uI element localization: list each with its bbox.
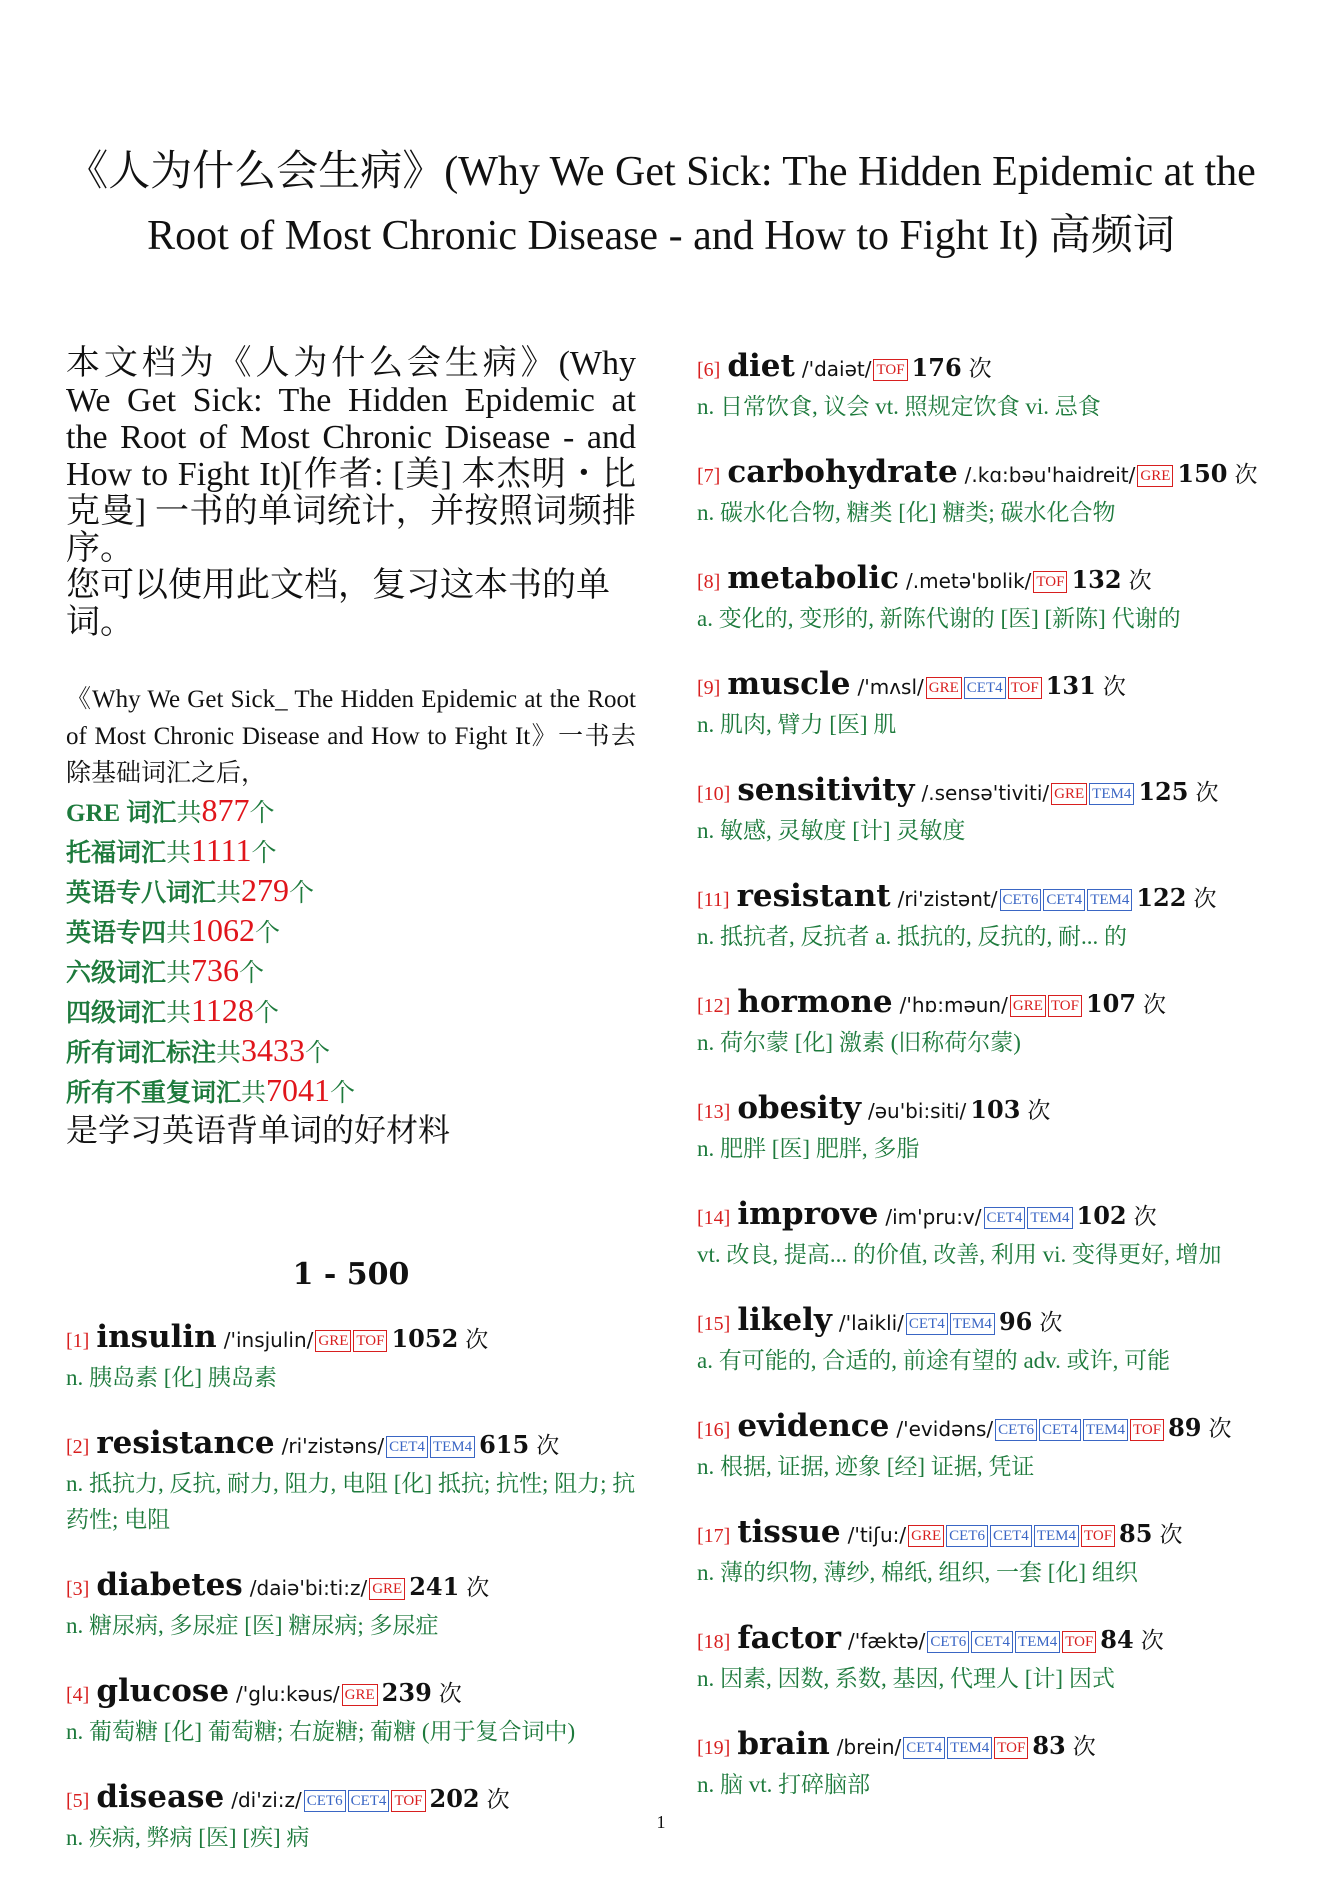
stat-line: [66, 832, 636, 872]
exam-tag-cet6: CET6: [304, 1790, 346, 1812]
exam-tag-gre: GRE: [1010, 995, 1046, 1017]
frequency-unit: 次: [1195, 780, 1219, 805]
entry-head: [697, 1301, 1277, 1343]
exam-tag-tem4: TEM4: [1083, 1419, 1128, 1441]
entry-head: [66, 1566, 636, 1608]
entry-index: [19]: [697, 1737, 731, 1759]
stat-count: 1128: [191, 992, 254, 1028]
entry-index: [14]: [697, 1207, 731, 1229]
stat-unit: 个: [239, 960, 265, 987]
word-list-right: [697, 347, 1277, 1803]
stats-closing: 是学习英语背单词的好材料: [66, 1112, 451, 1148]
stat-count: 877: [201, 792, 250, 828]
exam-tag-cet4: CET4: [348, 1790, 390, 1812]
entry-frequency: 1052: [391, 1324, 459, 1353]
exam-tag-gre: GRE: [1137, 465, 1173, 487]
vocab-entry: [697, 771, 1277, 849]
entry-definition: n. 根据, 证据, 迹象 [经] 证据, 凭证: [697, 1454, 1035, 1479]
exam-tag-tof: TOF: [873, 359, 907, 381]
stat-unit: 个: [330, 1080, 356, 1107]
entry-head: [697, 983, 1277, 1025]
vocab-entry: [697, 559, 1277, 637]
entry-word: resistant: [736, 878, 891, 914]
entry-definition: n. 碳水化合物, 糖类 [化] 糖类; 碳水化合物: [697, 500, 1116, 525]
entry-word: disease: [96, 1779, 225, 1815]
entry-definition: n. 疾病, 弊病 [医] [疾] 病: [66, 1825, 310, 1850]
exam-tag-tem4: TEM4: [1087, 889, 1132, 911]
entry-index: [12]: [697, 995, 731, 1017]
stat-unit: 个: [251, 840, 277, 867]
vocab-entry: [697, 347, 1277, 425]
entry-word: factor: [737, 1620, 841, 1656]
vocab-entry: [697, 453, 1277, 531]
vocab-entry: [697, 1195, 1277, 1273]
exam-tag-tem4: TEM4: [430, 1436, 475, 1458]
frequency-unit: 次: [1072, 1734, 1096, 1759]
right-column: [697, 347, 1277, 1831]
exam-tag-tof: TOF: [391, 1790, 425, 1812]
exam-tag-cet6: CET6: [927, 1631, 969, 1653]
entry-head: [697, 665, 1277, 707]
entry-frequency: 122: [1136, 883, 1187, 912]
frequency-unit: 次: [1208, 1416, 1232, 1441]
entry-frequency: 131: [1045, 671, 1096, 700]
entry-word: evidence: [737, 1408, 890, 1444]
exam-tag-cet6: CET6: [995, 1419, 1037, 1441]
exam-tag-cet4: CET4: [990, 1525, 1032, 1547]
exam-tag-tem4: TEM4: [1089, 783, 1134, 805]
vocab-entry: [66, 1424, 636, 1538]
stat-label: 所有不重复词汇: [66, 1080, 242, 1107]
stat-mid: 共: [166, 1000, 192, 1027]
frequency-unit: 次: [1102, 674, 1126, 699]
entry-definition: n. 抵抗者, 反抗者 a. 抵抗的, 反抗的, 耐... 的: [697, 924, 1127, 949]
frequency-unit: 次: [438, 1681, 462, 1706]
stat-mid: 共: [241, 1080, 267, 1107]
entry-index: [11]: [697, 889, 730, 911]
frequency-unit: 次: [1140, 1628, 1164, 1653]
entry-word: obesity: [737, 1090, 861, 1126]
entry-index: [6]: [697, 359, 721, 381]
left-column: [66, 345, 636, 1884]
entry-index: [4]: [66, 1684, 90, 1706]
frequency-unit: 次: [536, 1433, 560, 1458]
entry-word: muscle: [727, 666, 851, 702]
exam-tag-gre: GRE: [369, 1578, 405, 1600]
entry-phonetic: /'tiʃu:/: [847, 1523, 907, 1547]
stat-label: GRE 词汇: [66, 800, 177, 827]
entry-frequency: 132: [1071, 565, 1122, 594]
entry-phonetic: /'daiət/: [801, 357, 872, 381]
exam-tag-gre: GRE: [908, 1525, 944, 1547]
vocab-entry: [697, 1619, 1277, 1697]
entry-index: [1]: [66, 1330, 90, 1352]
entry-word: insulin: [96, 1319, 217, 1355]
exam-tag-tem4: TEM4: [1034, 1525, 1079, 1547]
entry-word: brain: [737, 1726, 830, 1762]
vocab-entry: [697, 1407, 1277, 1485]
intro-paragraph: 本文档为《人为什么会生病》(Why We Get Sick: The Hidden Epidemic at the Root of Most Chronic Disease - and How to Fight It)[作者: [美] 本杰明・比克曼] 一书的单词统计，并按照词频排序。: [66, 345, 636, 567]
entry-frequency: 615: [479, 1430, 530, 1459]
stat-label: 所有词汇标注: [66, 1040, 217, 1067]
entry-definition: n. 脑 vt. 打碎脑部: [697, 1772, 871, 1797]
entry-definition: n. 胰岛素 [化] 胰岛素: [66, 1365, 277, 1390]
exam-tag-cet4: CET4: [1043, 889, 1085, 911]
range-heading: 1 - 500: [292, 1257, 410, 1292]
entry-head: [697, 453, 1277, 495]
frequency-unit: 次: [968, 356, 992, 381]
entry-definition: n. 荷尔蒙 [化] 激素 (旧称荷尔蒙): [697, 1030, 1021, 1055]
stats-list: [66, 792, 636, 1112]
frequency-unit: 次: [1128, 568, 1152, 593]
entry-word: glucose: [96, 1673, 230, 1709]
page-title: 《人为什么会生病》(Why We Get Sick: The Hidden Epidemic at the Root of Most Chronic Disease - and How to Fight It) 高频词: [66, 149, 1256, 259]
entry-index: [8]: [697, 571, 721, 593]
stat-unit: 个: [289, 880, 315, 907]
stat-label: 六级词汇: [66, 960, 167, 987]
entry-phonetic: /əu'bi:siti/: [867, 1099, 967, 1123]
frequency-unit: 次: [466, 1575, 490, 1600]
entry-phonetic: /.sensə'tiviti/: [921, 781, 1050, 805]
entry-frequency: 103: [970, 1095, 1021, 1124]
exam-tag-tof: TOF: [1008, 677, 1042, 699]
exam-tag-tem4: TEM4: [1015, 1631, 1060, 1653]
exam-tag-cet6: CET6: [1000, 889, 1042, 911]
entry-definition: vt. 改良, 提高... 的价值, 改善, 利用 vi. 变得更好, 增加: [697, 1242, 1222, 1267]
stat-line: [66, 872, 636, 912]
entry-frequency: 89: [1168, 1413, 1202, 1442]
exam-tag-cet4: CET4: [971, 1631, 1013, 1653]
entry-frequency: 125: [1138, 777, 1189, 806]
entry-index: [7]: [697, 465, 721, 487]
entry-definition: n. 薄的织物, 薄纱, 棉纸, 组织, 一套 [化] 组织: [697, 1560, 1138, 1585]
entry-phonetic: /im'pru:v/: [885, 1205, 982, 1229]
entry-frequency: 102: [1076, 1201, 1127, 1230]
exam-tag-tem4: TEM4: [1027, 1207, 1072, 1229]
frequency-unit: 次: [1133, 1204, 1157, 1229]
entry-word: likely: [737, 1302, 832, 1338]
entry-head: [697, 1725, 1277, 1767]
frequency-unit: 次: [1027, 1098, 1051, 1123]
exam-tag-cet4: CET4: [386, 1436, 428, 1458]
entry-word: carbohydrate: [727, 454, 958, 490]
stat-mid: 共: [166, 920, 192, 947]
stat-label: 英语专八词汇: [66, 880, 217, 907]
entry-definition: n. 糖尿病, 多尿症 [医] 糖尿病; 多尿症: [66, 1613, 439, 1638]
vocab-entry: [66, 1318, 636, 1396]
stat-mid: 共: [166, 840, 192, 867]
entry-frequency: 239: [381, 1678, 432, 1707]
frequency-unit: 次: [1234, 462, 1258, 487]
entry-word: hormone: [737, 984, 893, 1020]
entry-phonetic: /'fæktə/: [847, 1629, 926, 1653]
stat-count: 7041: [266, 1072, 331, 1108]
stat-label: 托福词汇: [66, 840, 167, 867]
entry-frequency: 150: [1177, 459, 1228, 488]
vocab-entry: [697, 665, 1277, 743]
entry-word: tissue: [737, 1514, 841, 1550]
entry-frequency: 85: [1119, 1519, 1153, 1548]
frequency-unit: 次: [465, 1327, 489, 1352]
vocab-entry: [66, 1566, 636, 1644]
entry-definition: n. 日常饮食, 议会 vt. 照规定饮食 vi. 忌食: [697, 394, 1101, 419]
entry-index: [16]: [697, 1419, 731, 1441]
stat-unit: 个: [249, 800, 275, 827]
entry-frequency: 176: [911, 353, 962, 382]
exam-tag-gre: GRE: [315, 1330, 351, 1352]
entry-phonetic: /'laikli/: [838, 1311, 904, 1335]
entry-head: [697, 1089, 1277, 1131]
stat-mid: 共: [216, 880, 242, 907]
stat-count: 3433: [241, 1032, 306, 1068]
entry-frequency: 107: [1085, 989, 1137, 1018]
entry-head: [697, 1619, 1277, 1661]
stat-unit: 个: [255, 920, 281, 947]
entry-head: [697, 559, 1277, 601]
entry-definition: n. 肌肉, 臂力 [医] 肌: [697, 712, 897, 737]
entry-index: [17]: [697, 1525, 731, 1547]
frequency-unit: 次: [1193, 886, 1217, 911]
stat-mid: 共: [166, 960, 192, 987]
word-list-left: [66, 1318, 636, 1856]
entry-frequency: 96: [998, 1307, 1033, 1336]
entry-definition: n. 敏感, 灵敏度 [计] 灵敏度: [697, 818, 966, 843]
stat-line: [66, 792, 636, 832]
entry-index: [5]: [66, 1790, 90, 1812]
frequency-unit: 次: [486, 1787, 510, 1812]
entry-head: [66, 1424, 636, 1466]
entry-phonetic: /.metə'bɒlik/: [906, 569, 1032, 593]
entry-head: [697, 1195, 1277, 1237]
exam-tag-tof: TOF: [994, 1737, 1028, 1759]
entry-frequency: 83: [1032, 1731, 1066, 1760]
entry-head: [66, 1318, 636, 1360]
exam-tag-cet4: CET4: [1039, 1419, 1081, 1441]
vocab-entry: [697, 983, 1277, 1061]
entry-definition: n. 抵抗力, 反抗, 耐力, 阻力, 电阻 [化] 抵抗; 抗性; 阻力; 抗药性; 电阻: [66, 1471, 636, 1532]
exam-tag-cet4: CET4: [906, 1313, 948, 1335]
entry-word: sensitivity: [737, 772, 915, 808]
entry-frequency: 202: [429, 1784, 480, 1813]
exam-tag-tof: TOF: [353, 1330, 387, 1352]
exam-tag-gre: GRE: [342, 1684, 378, 1706]
entry-phonetic: /ri'zistənt/: [897, 887, 998, 911]
frequency-unit: 次: [1039, 1310, 1063, 1335]
vocab-entry: [697, 877, 1277, 955]
stat-count: 279: [241, 872, 290, 908]
entry-definition: a. 变化的, 变形的, 新陈代谢的 [医] [新陈] 代谢的: [697, 606, 1181, 631]
exam-tag-cet6: CET6: [946, 1525, 988, 1547]
exam-tag-tof: TOF: [1048, 995, 1082, 1017]
vocab-entry: [697, 1725, 1277, 1803]
entry-index: [15]: [697, 1313, 731, 1335]
stat-line: [66, 912, 636, 952]
exam-tag-tof: TOF: [1062, 1631, 1096, 1653]
entry-definition: n. 因素, 因数, 系数, 基因, 代理人 [计] 因式: [697, 1666, 1115, 1691]
entry-phonetic: /'evidəns/: [896, 1417, 994, 1441]
entry-phonetic: /'mʌsl/: [857, 675, 924, 699]
entry-definition: a. 有可能的, 合适的, 前途有望的 adv. 或许, 可能: [697, 1348, 1171, 1373]
entry-index: [3]: [66, 1578, 90, 1600]
entry-phonetic: /'insjulin/: [223, 1328, 314, 1352]
entry-phonetic: /daiə'bi:ti:z/: [249, 1576, 368, 1600]
stats-intro: 《Why We Get Sick_ The Hidden Epidemic at the Root of Most Chronic Disease and How to Fight It》一书去除基础词汇之后，: [66, 686, 636, 787]
stat-mid: 共: [216, 1040, 242, 1067]
stat-count: 1062: [191, 912, 256, 948]
entry-phonetic: /'hɒ:məun/: [899, 993, 1008, 1017]
entry-index: [13]: [697, 1101, 731, 1123]
stat-count: 736: [191, 952, 240, 988]
entry-index: [9]: [697, 677, 721, 699]
entry-phonetic: /brein/: [836, 1735, 902, 1759]
entry-index: [2]: [66, 1436, 90, 1458]
entry-head: [697, 877, 1277, 919]
exam-tag-tof: TOF: [1130, 1419, 1164, 1441]
stat-label: 四级词汇: [66, 1000, 167, 1027]
entry-phonetic: /'glu:kəus/: [236, 1682, 340, 1706]
vocab-entry: [66, 1672, 636, 1750]
stat-line: [66, 992, 636, 1032]
entry-head: [66, 1672, 636, 1714]
exam-tag-cet4: CET4: [984, 1207, 1026, 1229]
frequency-unit: 次: [1143, 992, 1167, 1017]
exam-tag-gre: GRE: [1051, 783, 1087, 805]
frequency-unit: 次: [1159, 1522, 1183, 1547]
entry-phonetic: /di'zi:z/: [231, 1788, 302, 1812]
entry-index: [18]: [697, 1631, 731, 1653]
entry-head: [697, 1407, 1277, 1449]
entry-phonetic: /ri'zistəns/: [281, 1434, 385, 1458]
intro-review-note: 您可以使用此文档，复习这本书的单词。: [66, 567, 610, 641]
exam-tag-tof: TOF: [1081, 1525, 1115, 1547]
stat-line: [66, 1072, 636, 1112]
entry-word: diabetes: [96, 1567, 243, 1603]
exam-tag-cet4: CET4: [964, 677, 1006, 699]
stat-line: [66, 1032, 636, 1072]
vocab-entry: [697, 1301, 1277, 1379]
entry-word: metabolic: [727, 560, 900, 596]
vocab-entry: [697, 1089, 1277, 1167]
entry-head: [697, 771, 1277, 813]
exam-tag-tem4: TEM4: [947, 1737, 992, 1759]
exam-tag-tem4: TEM4: [950, 1313, 995, 1335]
entry-frequency: 84: [1100, 1625, 1134, 1654]
entry-word: improve: [737, 1196, 879, 1232]
vocab-entry: [697, 1513, 1277, 1591]
stat-mid: 共: [176, 800, 202, 827]
entry-definition: n. 葡萄糖 [化] 葡萄糖; 右旋糖; 葡糖 (用于复合词中): [66, 1719, 576, 1744]
stat-unit: 个: [253, 1000, 279, 1027]
stat-count: 1111: [191, 832, 252, 868]
stat-line: [66, 952, 636, 992]
entry-word: resistance: [96, 1425, 275, 1461]
entry-index: [10]: [697, 783, 731, 805]
entry-word: diet: [727, 348, 795, 384]
entry-phonetic: /.kɑ:bəu'haidreit/: [964, 463, 1136, 487]
stat-unit: 个: [305, 1040, 331, 1067]
stat-label: 英语专四: [66, 920, 167, 947]
exam-tag-tof: TOF: [1033, 571, 1067, 593]
page-number: 1: [656, 1812, 666, 1832]
entry-definition: n. 肥胖 [医] 肥胖, 多脂: [697, 1136, 920, 1161]
entry-head: [697, 1513, 1277, 1555]
exam-tag-gre: GRE: [926, 677, 962, 699]
entry-frequency: 241: [409, 1572, 460, 1601]
entry-head: [697, 347, 1277, 389]
exam-tag-cet4: CET4: [903, 1737, 945, 1759]
